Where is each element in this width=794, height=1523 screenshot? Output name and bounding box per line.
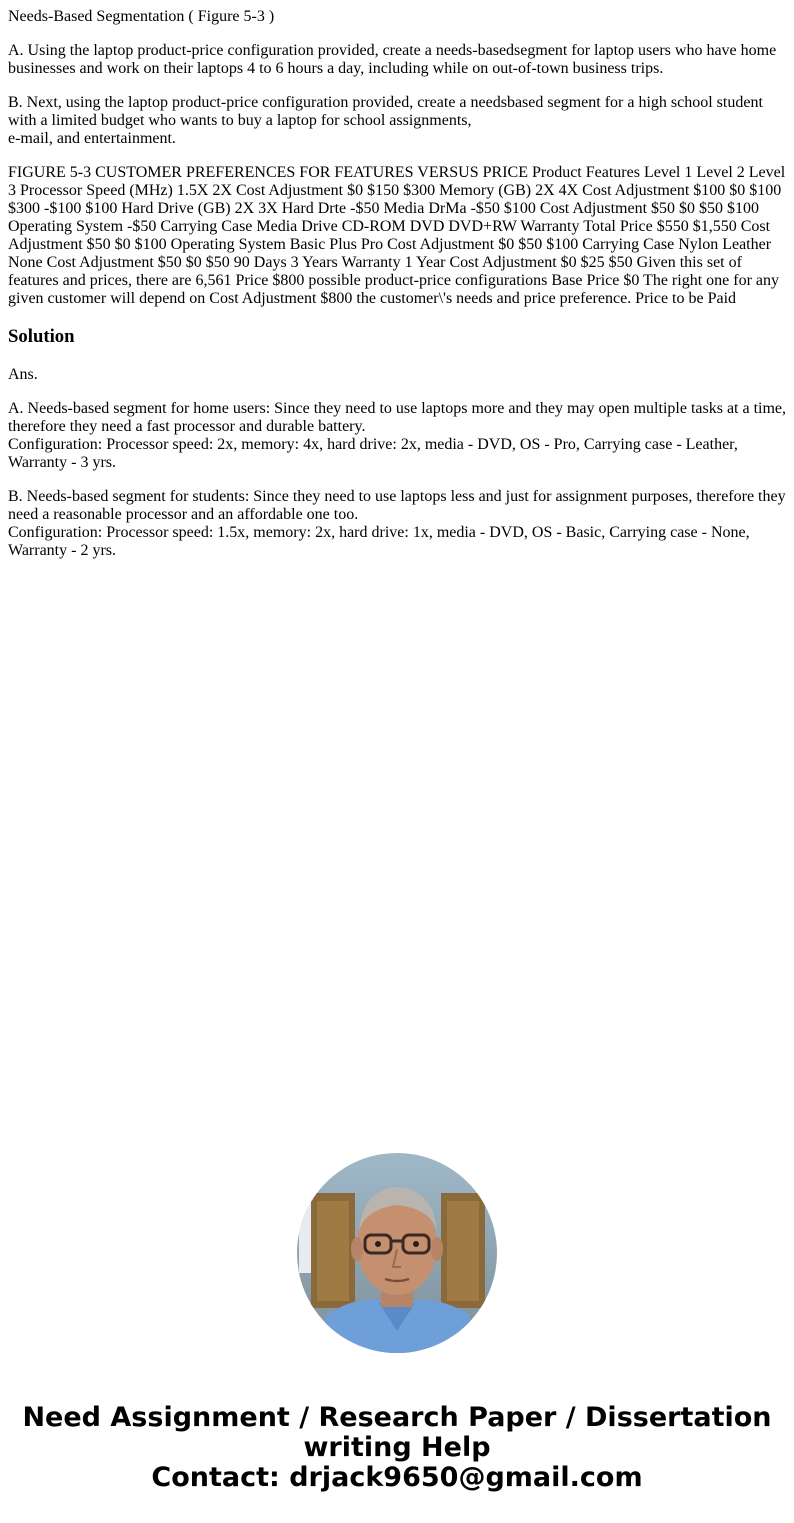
- solution-heading: Solution: [8, 326, 75, 347]
- author-avatar: [297, 1153, 497, 1353]
- promo-line-1: Need Assignment / Research Paper / Dissertation: [22, 1402, 772, 1433]
- promo-contact: Contact: drjack9650@gmail.com: [151, 1462, 643, 1493]
- answer-part-b-line2: Configuration: Processor speed: 1.5x, memory: 2x, hard drive: 1x, media - DVD, OS - Basic, Carrying case - None, Warranty - 2 yrs.: [8, 524, 750, 559]
- question-title: Needs-Based Segmentation ( Figure 5-3 ): [8, 8, 275, 25]
- figure-text: FIGURE 5-3 CUSTOMER PREFERENCES FOR FEATURES VERSUS PRICE Product Features Level 1 Level 2 Level 3 Processor Speed (MHz) 1.5X 2X Cost Adjustment $0 $150 $300 Memory (GB) 2X 4X Cost Adjustment $100 $0 $100 $300 -$100 $100 Hard Drive (GB) 2X 3X Hard Drte -$50 Media DrMa -$50 $100 Cost Adjustment $50 $0 $50 $100 Operating System -$50 Carrying Case Media Drive CD-ROM DVD DVD+RW Warranty Total Price $550 $1,550 Cost Adjustment $50 $0 $100 Operating System Basic Plus Pro Cost Adjustment $0 $50 $100 Carrying Case Nylon Leather None Cost Adjustment $50 $0 $50 90 Days 3 Years Warranty 1 Year Cost Adjustment $0 $25 $50 Given this set of features and prices, there are 6,561 Price $800 possible product-price configurations Base Price $0 The right one for any given customer will depend on Cost Adjustment $800 the customer\'s needs and price preference. Price to be Paid: [8, 164, 786, 307]
- answer-part-b: [8, 488, 788, 560]
- question-part-b-line1: B. Next, using the laptop product-price configuration provided, create a needsbased segment for a high school student with a limited budget who wants to buy a laptop for school assignments,: [8, 94, 763, 129]
- answer-part-a-line1: A. Needs-based segment for home users: Since they need to use laptops more and they may open multiple tasks at a time, therefore they need a fast processor and durable battery.: [8, 400, 787, 435]
- question-part-b-line2: e-mail, and entertainment.: [8, 130, 176, 147]
- promo-line-2: writing Help: [303, 1432, 491, 1463]
- answer-part-b-line1: B. Needs-based segment for students: Since they need to use laptops less and just for assignment purposes, therefore they need a reasonable processor and an affordable one too.: [8, 488, 786, 523]
- question-part-a: A. Using the laptop product-price configuration provided, create a needs-basedsegment for laptop users who have home businesses and work on their laptops 4 to 6 hours a day, including while on out-of-town business trips.: [8, 42, 777, 77]
- answer-part-a-line2: Configuration: Processor speed: 2x, memory: 4x, hard drive: 2x, media - DVD, OS - Pro, Carrying case - Leather, Warranty - 3 yrs.: [8, 436, 738, 471]
- answer-label: Ans.: [8, 366, 38, 383]
- document-body: [8, 8, 788, 576]
- answer-part-a: [8, 400, 788, 472]
- promo-banner: [0, 1403, 794, 1493]
- question-part-b: [8, 94, 788, 148]
